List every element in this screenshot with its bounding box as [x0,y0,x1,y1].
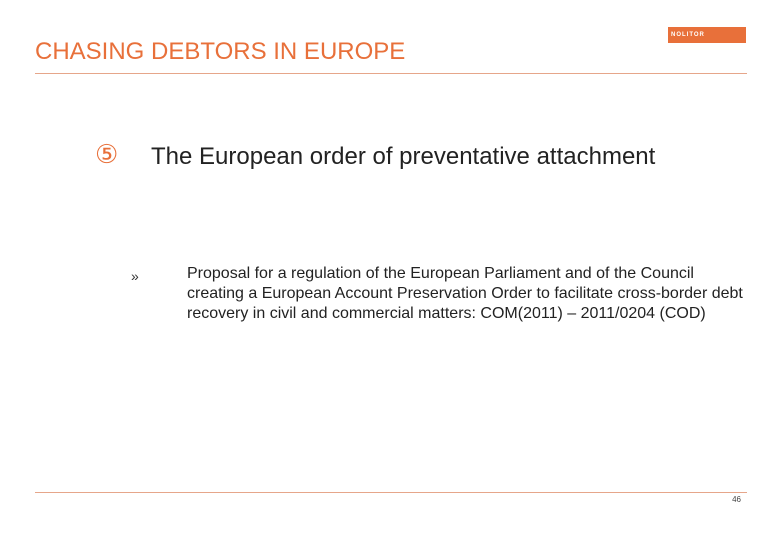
bullet-marker: » [131,268,139,284]
bullet-text: Proposal for a regulation of the European Parliament and of the Council creating a European Account Preservation Order to facilitate cross-border debt recovery in civil and commercial matters: COM(2011) – 2011/0204 (COD) [187,265,743,322]
slide-title: CHASING DEBTORS IN EUROPE [35,38,406,65]
section-number: ⑤ [95,140,119,170]
brand-logo [668,27,746,43]
footer-divider [35,492,747,493]
logo-text: NOLITOR [671,32,705,38]
page-number: 46 [732,495,741,504]
title-divider [35,73,747,74]
section-heading: The European order of preventative attachment [151,143,656,170]
